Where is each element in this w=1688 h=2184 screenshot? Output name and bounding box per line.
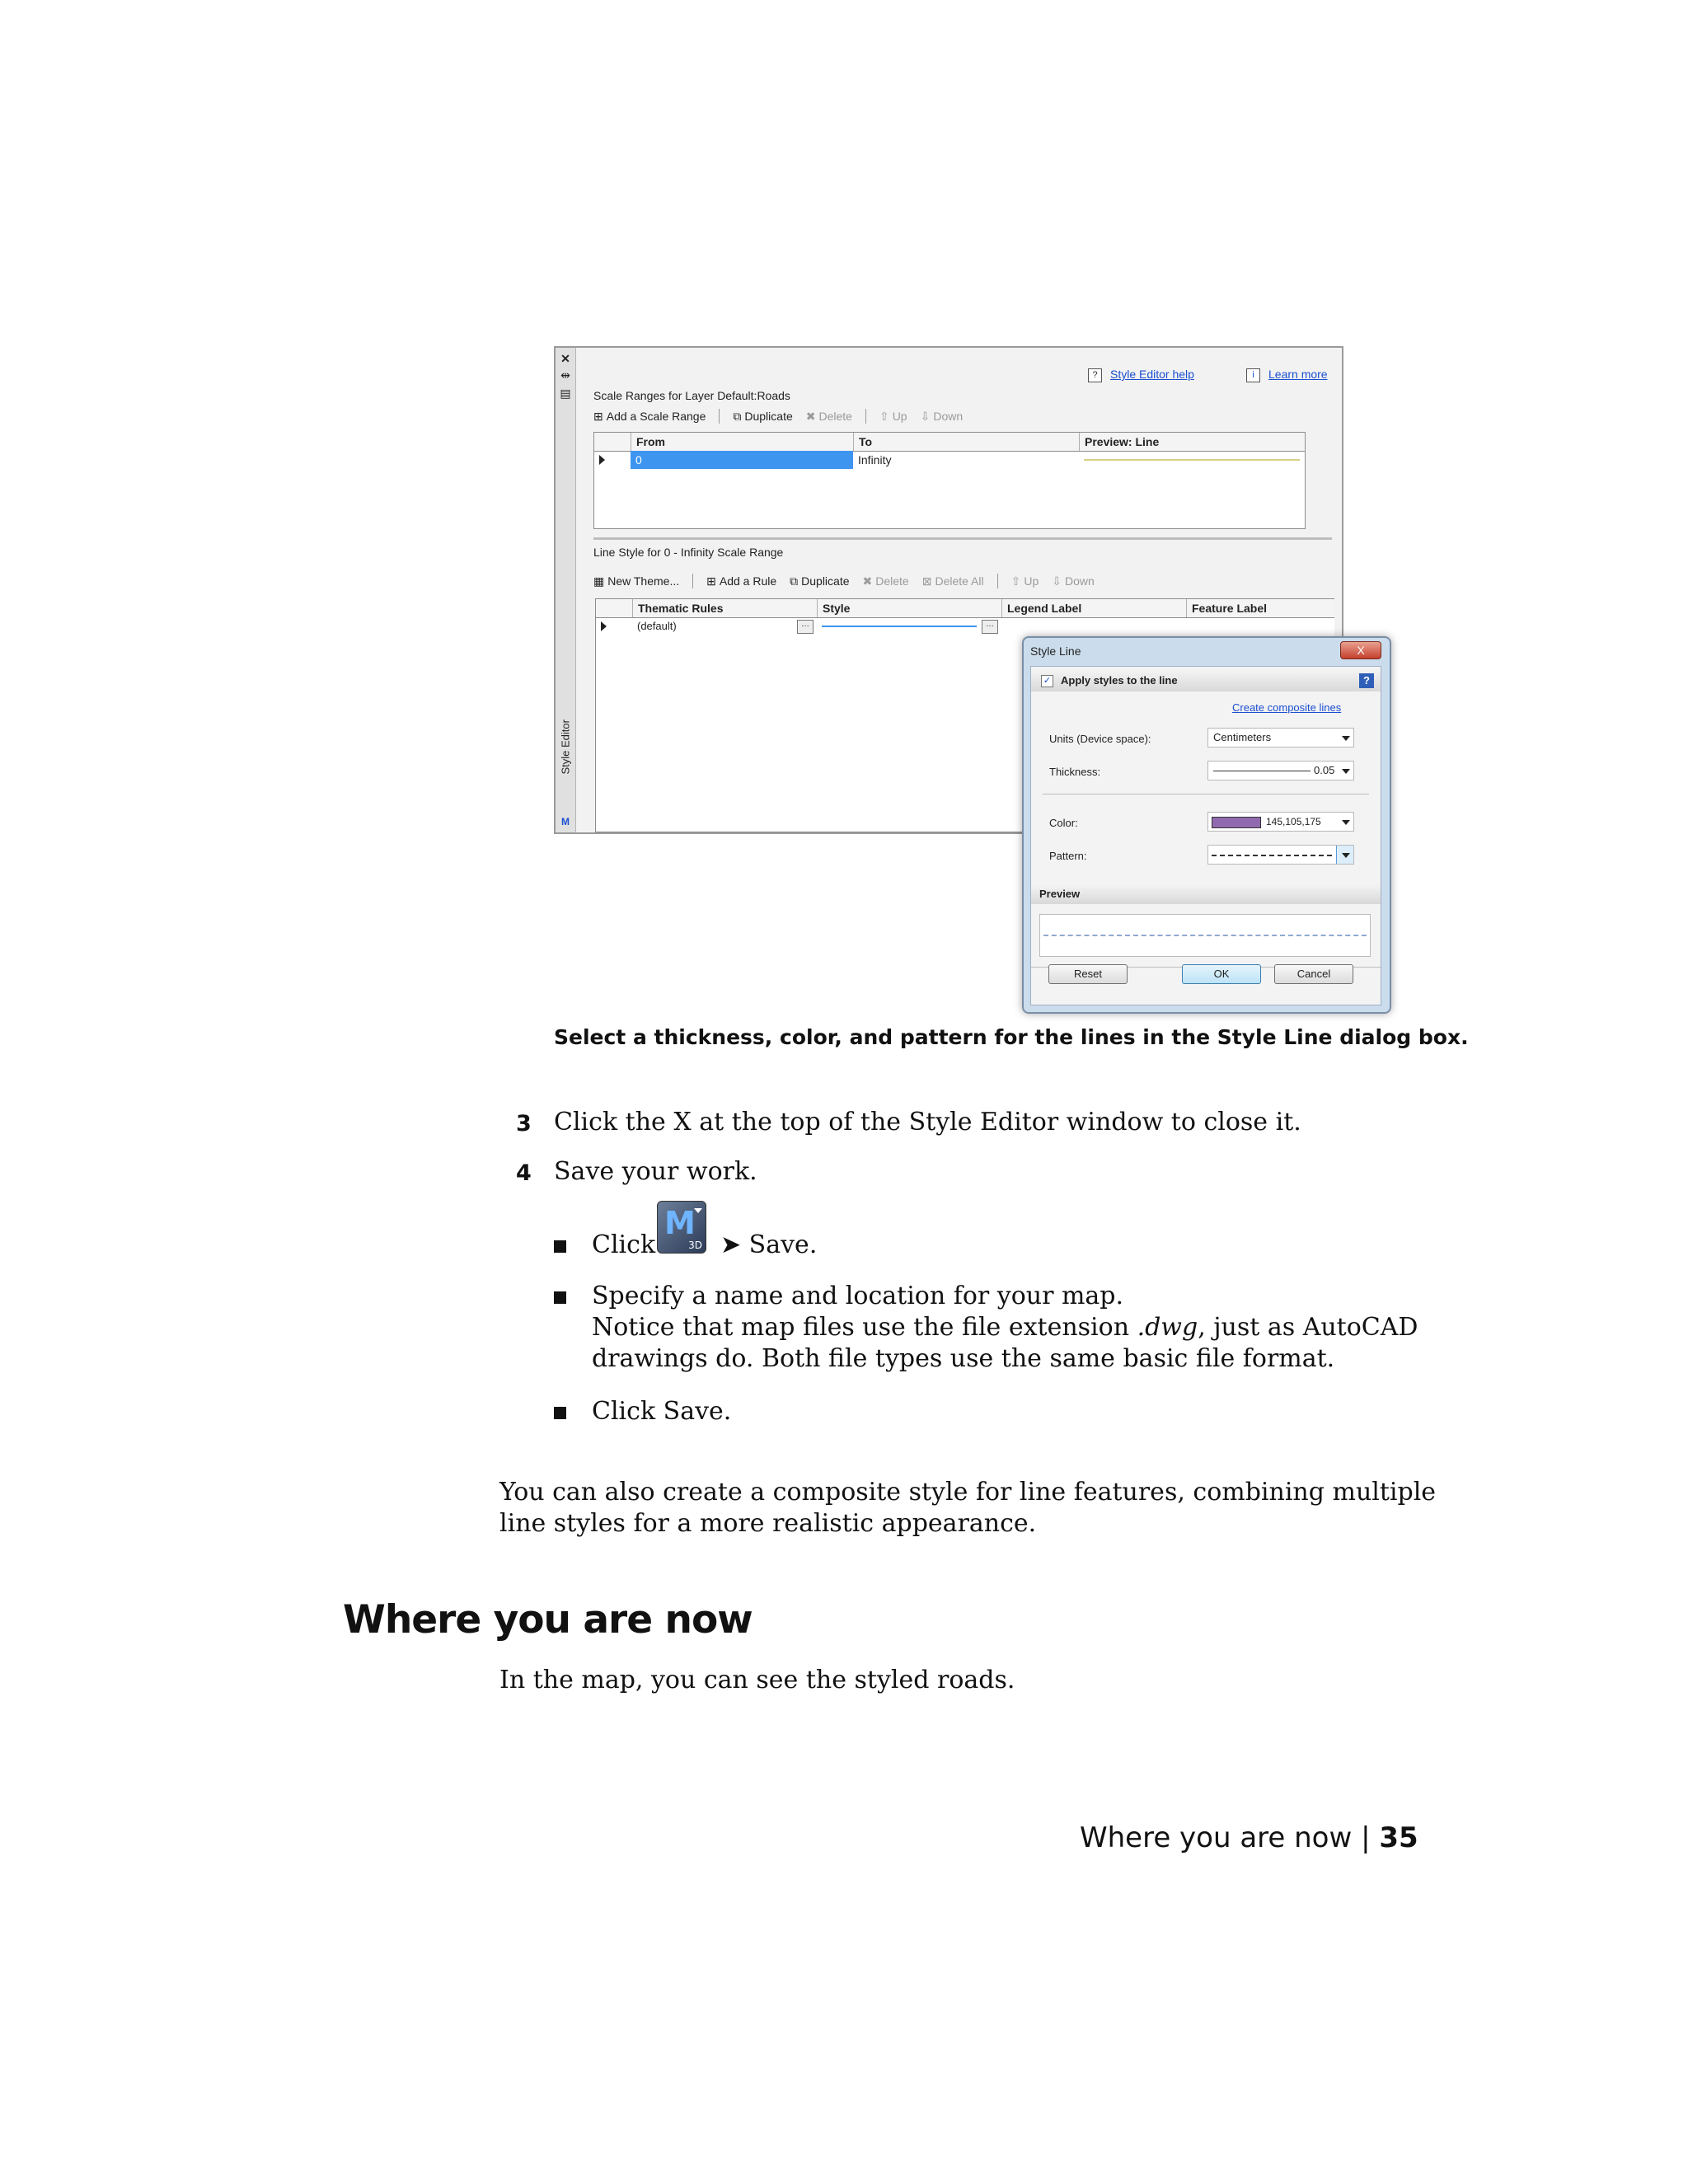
delete-icon: ✖	[805, 409, 816, 423]
step-number: 3	[516, 1111, 532, 1137]
units-value: Centimeters	[1213, 731, 1272, 743]
dialog-close-button[interactable]: X	[1340, 641, 1381, 659]
apply-styles-bar	[1031, 670, 1381, 691]
arrow-up-icon: ⇧	[1010, 574, 1021, 588]
column-feature-label[interactable]: Feature Label	[1186, 599, 1334, 617]
line-style-toolbar	[593, 574, 1095, 588]
line-style-title: Line Style for 0 - Infinity Scale Range	[593, 546, 784, 559]
delete-all-icon: ⊠	[921, 574, 932, 588]
line-preview	[1084, 459, 1300, 461]
add-scale-range-button[interactable]: ⊞ Add a Scale Range	[593, 409, 706, 423]
bullet-text-part: Notice that map files use the file extension	[592, 1313, 1137, 1342]
table-row[interactable]	[594, 451, 1305, 469]
scale-ranges-title: Scale Ranges for Layer Default:Roads	[593, 389, 790, 402]
down-rule-button[interactable]: ⇩ Down	[1052, 574, 1095, 588]
row-selector-icon	[601, 621, 607, 631]
thickness-value: 0.05	[1314, 764, 1335, 776]
column-to[interactable]: To	[853, 433, 1079, 451]
bullet-marker	[554, 1291, 566, 1304]
chevron-down-icon	[1342, 853, 1350, 858]
palette-title: Style Editor	[559, 719, 572, 775]
cancel-button[interactable]: Cancel	[1274, 964, 1353, 984]
pattern-sample	[1212, 855, 1332, 856]
line-preview-box	[1039, 914, 1371, 957]
column-thematic-rules[interactable]: Thematic Rules	[632, 599, 817, 617]
step-number: 4	[516, 1160, 532, 1186]
reset-button[interactable]: Reset	[1048, 964, 1128, 984]
properties-icon[interactable]: ▤	[560, 387, 571, 400]
help-icon[interactable]: ?	[1359, 673, 1374, 688]
app-icon-badge: 3D	[688, 1240, 702, 1251]
toolbar-separator	[719, 409, 720, 424]
delete-rule-button[interactable]: ✖ Delete	[862, 574, 909, 588]
bullet-marker	[554, 1240, 566, 1253]
step-text: Save your work.	[554, 1157, 757, 1186]
up-rule-button[interactable]: ⇧ Up	[1010, 574, 1039, 588]
style-editor-help-link[interactable]	[1088, 368, 1194, 382]
to-cell[interactable]: Infinity	[858, 453, 892, 466]
new-theme-button[interactable]: ▦ New Theme...	[593, 574, 680, 588]
color-label: Color:	[1049, 817, 1078, 829]
row-selector-icon	[599, 455, 605, 465]
style-ellipsis-button[interactable]: …	[982, 620, 998, 634]
close-icon[interactable]: ✕	[560, 352, 570, 365]
bullet-text-part: , just as AutoCAD	[1198, 1313, 1418, 1342]
app-icon-letter: M	[664, 1205, 696, 1241]
preview-header	[1031, 884, 1381, 904]
pattern-select[interactable]	[1207, 845, 1354, 865]
click-suffix-text: ➤ Save.	[720, 1230, 818, 1259]
arrow-down-icon: ⇩	[920, 409, 931, 423]
add-rule-button[interactable]: ⊞ Add a Rule	[706, 574, 777, 588]
arrow-up-icon: ⇧	[879, 409, 889, 423]
duplicate-icon: ⧉	[790, 574, 799, 588]
scale-range-toolbar	[593, 409, 963, 424]
column-from[interactable]: From	[631, 433, 853, 451]
footer-section: Where you are now	[1080, 1821, 1353, 1854]
column-preview[interactable]: Preview: Line	[1079, 433, 1305, 451]
color-select[interactable]	[1207, 812, 1354, 832]
pattern-label: Pattern:	[1049, 850, 1087, 862]
help-link-text: Style Editor help	[1110, 368, 1194, 381]
dialog-title: Style Line	[1030, 644, 1081, 658]
bullet-marker	[554, 1407, 566, 1419]
new-theme-icon: ▦	[593, 574, 605, 588]
grid-header	[596, 599, 1334, 618]
file-extension-text: .dwg	[1137, 1313, 1198, 1342]
paragraph-line: You can also create a composite style for line features, combining multiple	[499, 1478, 1437, 1507]
duplicate-rule-button[interactable]: ⧉ Duplicate	[790, 574, 850, 588]
page-number: 35	[1379, 1821, 1418, 1854]
thickness-select[interactable]	[1207, 761, 1354, 780]
create-composite-lines-link[interactable]: Create composite lines	[1232, 701, 1342, 714]
chevron-down-icon	[1342, 736, 1350, 741]
rule-cell[interactable]: (default)	[637, 620, 677, 632]
learn-more-link[interactable]	[1246, 368, 1328, 382]
click-prefix-text: Click	[592, 1230, 656, 1259]
preview-line	[1043, 935, 1367, 936]
help-icon: ?	[1088, 368, 1102, 382]
units-select[interactable]	[1207, 728, 1354, 748]
screenshot-figure	[554, 346, 1393, 1015]
duplicate-icon: ⧉	[733, 409, 742, 423]
delete-scale-button[interactable]: ✖ Delete	[805, 409, 852, 423]
apply-styles-label: Apply styles to the line	[1061, 674, 1178, 687]
bullet-text: drawings do. Both file types use the same basic file format.	[592, 1344, 1335, 1373]
palette-side-strip	[556, 348, 576, 832]
column-legend-label[interactable]: Legend Label	[1001, 599, 1186, 617]
color-swatch	[1212, 817, 1261, 828]
bullet-text	[592, 1312, 1418, 1343]
apply-styles-checkbox[interactable]: ✓	[1041, 675, 1053, 687]
bullet-text: Click Save.	[592, 1397, 732, 1426]
map-logo-icon: M	[561, 816, 570, 827]
color-value: 145,105,175	[1266, 816, 1321, 827]
toolbar-separator	[865, 409, 866, 424]
style-line-sample	[822, 626, 977, 627]
preview-cell	[1079, 451, 1305, 469]
section-heading: Where you are now	[343, 1597, 753, 1643]
add-rule-icon: ⊞	[706, 574, 716, 588]
delete-icon: ✖	[862, 574, 873, 588]
step-text: Click the X at the top of the Style Editor window to close it.	[554, 1108, 1301, 1137]
auto-hide-icon[interactable]: ⇹	[560, 368, 570, 382]
delete-all-button[interactable]: ⊠ Delete All	[921, 574, 984, 588]
figure-caption: Select a thickness, color, and pattern for the lines in the Style Line dialog box.	[554, 1025, 1469, 1049]
rule-ellipsis-button[interactable]: …	[797, 620, 814, 634]
toolbar-separator	[692, 574, 693, 588]
section-divider	[593, 537, 1332, 540]
ok-button[interactable]: OK	[1182, 964, 1261, 984]
down-scale-button[interactable]: ⇩ Down	[920, 409, 964, 423]
up-scale-button[interactable]: ⇧ Up	[879, 409, 907, 423]
add-scale-range-icon: ⊞	[593, 409, 603, 423]
info-icon: i	[1246, 368, 1260, 382]
preview-label: Preview	[1039, 888, 1081, 900]
column-style[interactable]: Style	[817, 599, 1001, 617]
chevron-down-icon	[694, 1208, 702, 1213]
bullet-text: Specify a name and location for your map.	[592, 1282, 1124, 1310]
page-footer: Where you are now | 35	[1080, 1821, 1418, 1854]
chevron-down-icon	[1342, 769, 1350, 774]
style-line-dialog	[1022, 636, 1391, 1014]
learn-link-text: Learn more	[1268, 368, 1328, 381]
application-menu-icon	[657, 1201, 706, 1254]
paragraph-line: line styles for a more realistic appearance.	[499, 1509, 1037, 1538]
duplicate-scale-button[interactable]: ⧉ Duplicate	[733, 409, 793, 423]
scale-range-grid	[593, 432, 1306, 529]
pattern-dropdown-button[interactable]	[1336, 846, 1353, 864]
units-label: Units (Device space):	[1049, 733, 1151, 745]
chevron-down-icon	[1342, 820, 1350, 825]
from-cell[interactable]: 0	[631, 451, 853, 469]
table-row[interactable]	[596, 617, 1334, 635]
arrow-down-icon: ⇩	[1052, 574, 1062, 588]
toolbar-separator	[997, 574, 998, 588]
thickness-label: Thickness:	[1049, 766, 1101, 778]
paragraph-line: In the map, you can see the styled roads.	[499, 1666, 1015, 1694]
dialog-content	[1030, 666, 1381, 1005]
grid-header	[594, 433, 1305, 452]
style-cell[interactable]	[817, 617, 1001, 635]
